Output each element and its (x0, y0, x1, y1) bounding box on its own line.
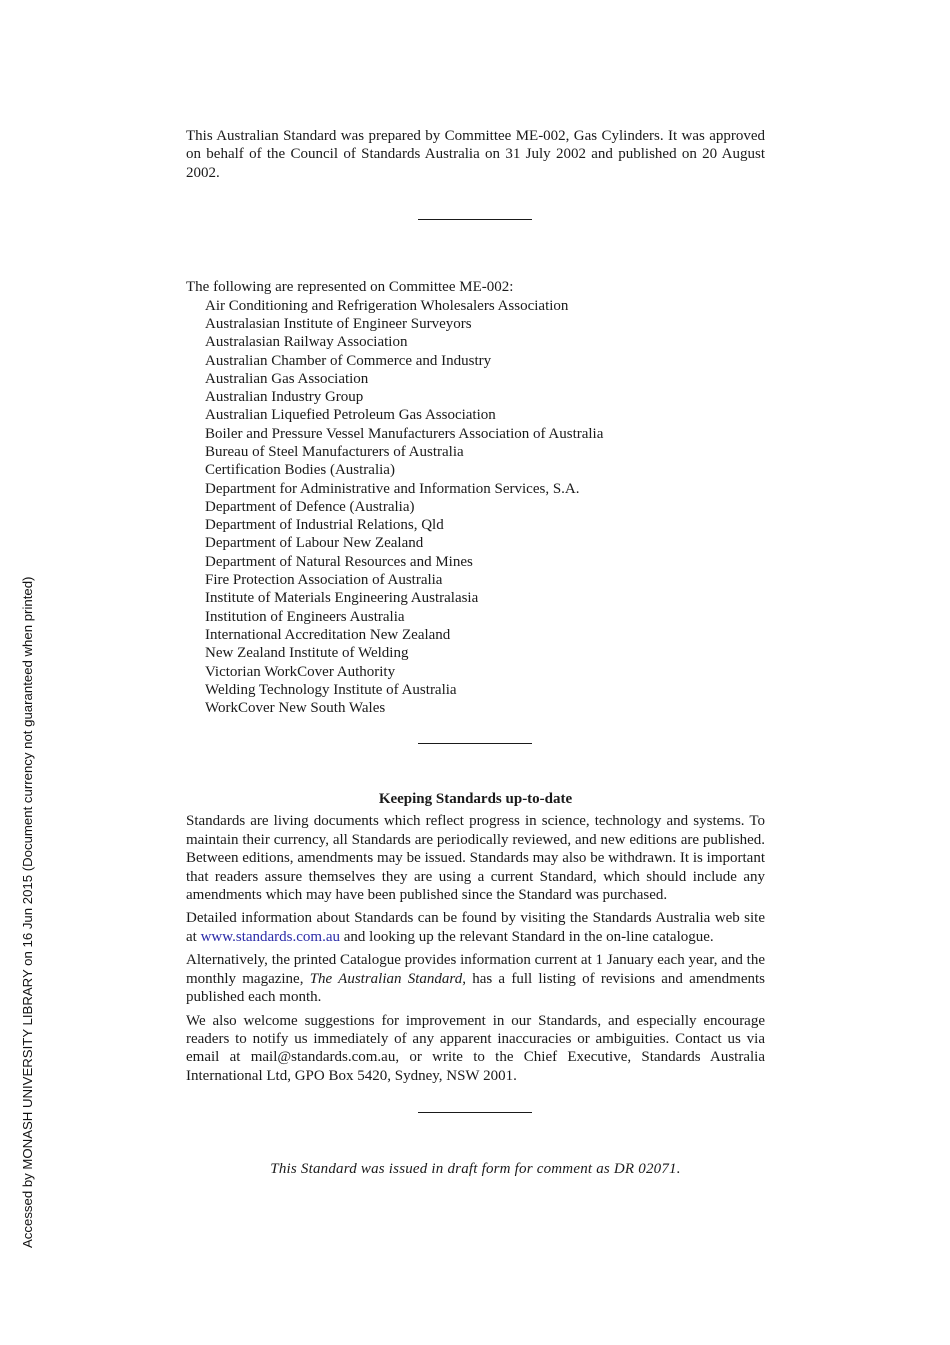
committee-member: Australasian Institute of Engineer Surveyors (205, 315, 472, 332)
keeping-standards-section (186, 790, 765, 1085)
magazine-title: The Australian Standard (309, 970, 463, 987)
committee-member: Department for Administrative and Information Services, S.A. (205, 480, 580, 497)
section-divider (418, 743, 532, 744)
committee-section (186, 278, 765, 717)
committee-member: Institution of Engineers Australia (205, 608, 405, 625)
committee-member: Institute of Materials Engineering Australasia (205, 590, 479, 607)
access-watermark: Accessed by MONASH UNIVERSITY LIBRARY on 16 Jun 2015 (Document currency not guaranteed when printed) (20, 576, 35, 1248)
committee-member: Bureau of Steel Manufacturers of Australia (205, 444, 464, 460)
committee-member: WorkCover New South Wales (205, 700, 386, 717)
committee-member: Department of Industrial Relations, Qld (205, 517, 444, 534)
feedback-paragraph: We also welcome suggestions for improvement in our Standards, and especially encourage readers to notify us immediately of any apparent inaccuracies or ambiguities. Contact us via email at mail@standards.com.au, or write to the Chief Executive, Standards Australia International Ltd, GPO Box 5420, Sydney, NSW 2001. (186, 1012, 765, 1084)
committee-member: Australian Chamber of Commerce and Industry (205, 352, 492, 369)
committee-member: Department of Defence (Australia) (205, 498, 415, 515)
catalogue-paragraph (186, 951, 765, 1006)
committee-member: Australian Liquefied Petroleum Gas Association (205, 407, 496, 424)
committee-intro: The following are represented on Committee ME-002: (186, 279, 514, 296)
committee-member: New Zealand Institute of Welding (205, 645, 409, 662)
committee-member: Australasian Railway Association (205, 334, 408, 351)
committee-member: Welding Technology Institute of Australia (205, 681, 457, 698)
section-divider (418, 1112, 532, 1113)
committee-member: Department of Natural Resources and Mines (205, 553, 473, 570)
web-info-paragraph (186, 909, 765, 946)
committee-member: Air Conditioning and Refrigeration Wholesalers Association (205, 297, 569, 314)
keeping-standards-paragraph: Standards are living documents which reflect progress in science, technology and systems. To maintain their currency, all Standards are periodically reviewed, and new editions are published. Between editions, amendments may be issued. Standards may also be withdrawn. It is important that readers assure themselves they are using a current Standard, which should include any amendments which may have been published since the Standard was purchased. (186, 813, 765, 904)
committee-member: Certification Bodies (Australia) (205, 462, 395, 479)
standards-website-link[interactable]: www.standards.com.au (200, 928, 340, 945)
draft-note: This Standard was issued in draft form for comment as DR 02071. (270, 1161, 681, 1178)
committee-member: Boiler and Pressure Vessel Manufacturers Association of Australia (205, 425, 604, 442)
committee-member: Australian Industry Group (205, 389, 364, 406)
committee-member: Department of Labour New Zealand (205, 535, 424, 552)
document-page (186, 127, 765, 1179)
preface-paragraph: This Australian Standard was prepared by Committee ME-002, Gas Cylinders. It was approved on behalf of the Council of Standards Australia on 31 July 2002 and published on 20 August 2002. (186, 128, 765, 181)
section-divider (418, 219, 532, 220)
web-info-text: Detailed information about Standards can be found by visiting the Standards Australia web site at (186, 910, 765, 945)
committee-member: International Accreditation New Zealand (205, 626, 451, 643)
catalogue-text: Alternatively, the printed Catalogue provides information current at 1 January each year, and the monthly magazine, (186, 952, 765, 987)
committee-member: Fire Protection Association of Australia (205, 572, 443, 589)
committee-member: Victorian WorkCover Authority (205, 663, 396, 680)
section-heading: Keeping Standards up-to-date (378, 791, 573, 808)
committee-member: Australian Gas Association (205, 370, 369, 387)
committee-member-list (186, 297, 765, 718)
web-info-text-end: and looking up the relevant Standard in the on-line catalogue. (340, 928, 714, 945)
catalogue-text-end: , has a full listing of revisions and amendments published each month. (186, 970, 765, 1006)
